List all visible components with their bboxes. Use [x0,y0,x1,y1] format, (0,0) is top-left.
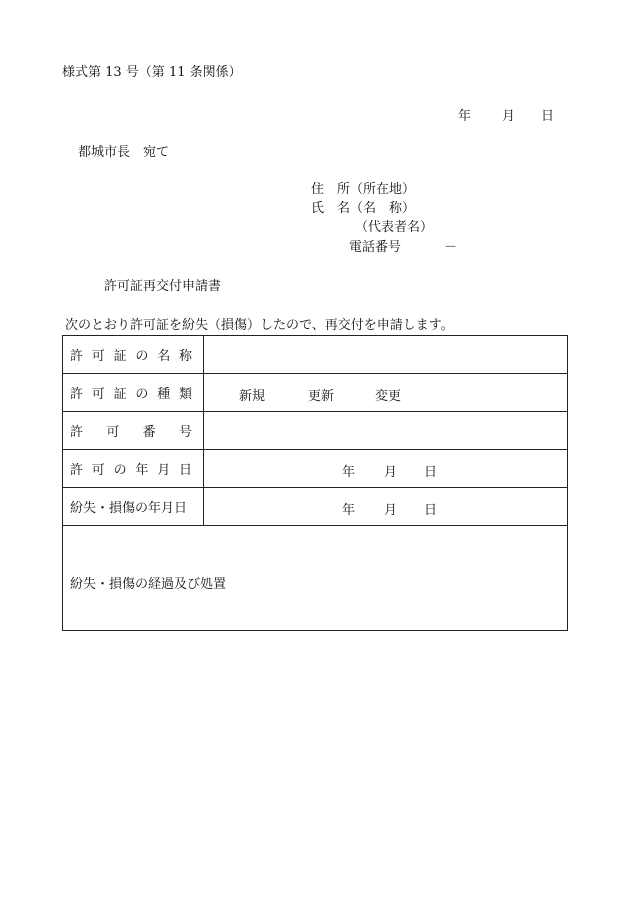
permit-name-field[interactable] [204,336,568,374]
date-day-label: 日 [541,109,555,124]
permit-date-field[interactable] [204,450,568,488]
table-row [63,526,568,631]
table-row [63,374,568,412]
address-label: 住 所（所在地） [311,182,416,197]
table-row [63,488,568,526]
month-unit: 月 [384,503,398,518]
intro-text: 次のとおり許可証を紛失（損傷）したので、再交付を申請します。 [65,318,454,333]
form-number: 様式第 13 号（第 11 条関係） [62,65,242,80]
permit-type-label: 許 可 証 の 種 類 [63,374,204,412]
option-renewal[interactable]: 更新 [308,389,335,404]
option-change[interactable]: 変更 [375,389,402,404]
details-label: 紛失・損傷の経過及び処置 [70,577,227,592]
phone-label: 電話番号 [349,240,402,255]
loss-date-label: 紛失・損傷の年月日 [63,488,204,526]
details-field[interactable] [63,526,568,631]
permit-date-label: 許 可 の 年 月 日 [63,450,204,488]
day-unit: 日 [424,503,438,518]
permit-name-label: 許 可 証 の 名 称 [63,336,204,374]
option-new[interactable]: 新規 [239,389,266,404]
phone-separator: － [444,240,458,255]
table-row [63,336,568,374]
year-unit: 年 [342,503,356,518]
name-label: 氏 名（名 称） [311,201,416,216]
year-unit: 年 [342,465,356,480]
permit-number-field[interactable] [204,412,568,450]
date-year-label: 年 [458,109,472,124]
permit-type-field[interactable] [204,374,568,412]
document-title: 許可証再交付申請書 [104,279,222,294]
loss-date-field[interactable] [204,488,568,526]
table-row [63,450,568,488]
application-table [62,335,568,631]
date-month-label: 月 [502,109,516,124]
permit-number-label: 許 可 番 号 [63,412,204,450]
day-unit: 日 [424,465,438,480]
addressee: 都城市長 宛て [78,145,170,160]
month-unit: 月 [384,465,398,480]
table-row [63,412,568,450]
representative-label: （代表者名） [355,220,434,235]
